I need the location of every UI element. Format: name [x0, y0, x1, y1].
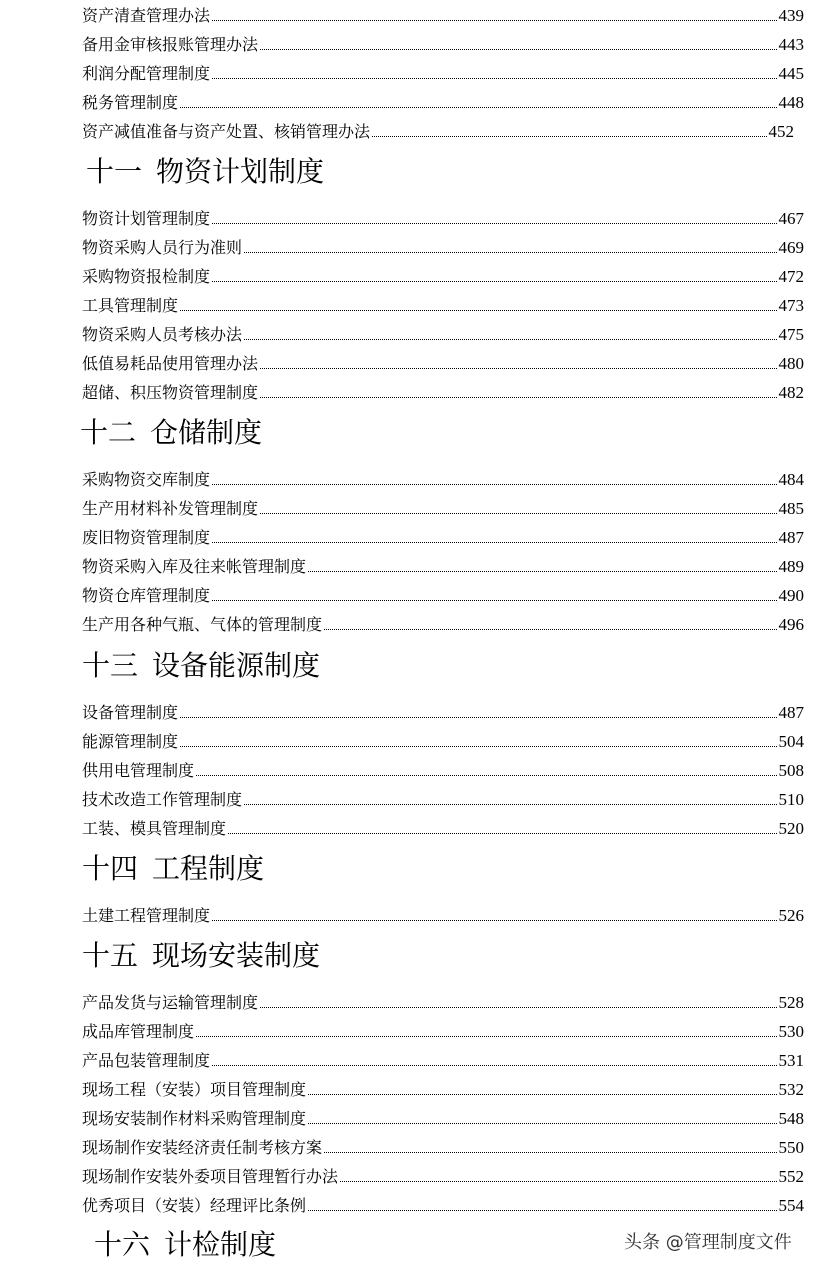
toc-entry-page: 548 [778, 1109, 804, 1128]
toc-entry-title: 物资采购人员考核办法 [82, 325, 243, 344]
toc-entry[interactable] [82, 31, 804, 55]
dot-leader [196, 1035, 776, 1037]
dot-leader [228, 832, 776, 834]
toc-entry-title: 土建工程管理制度 [82, 906, 211, 925]
section-title: 物资计划制度 [156, 155, 325, 188]
toc-entry[interactable] [82, 989, 804, 1013]
toc-entry[interactable] [82, 728, 804, 752]
section-number: 十四 [82, 852, 139, 885]
toc-entry-title: 设备管理制度 [82, 703, 179, 722]
section-title: 计检制度 [164, 1228, 277, 1261]
toc-entry-page: 487 [778, 703, 804, 722]
dot-leader [212, 77, 776, 79]
section-number: 十六 [94, 1228, 151, 1261]
dot-leader [212, 483, 776, 485]
toc-entry-page: 531 [778, 1051, 804, 1070]
toc-entry-page: 485 [778, 499, 804, 518]
toc-entry-title: 物资计划管理制度 [82, 209, 211, 228]
toc-entry[interactable] [82, 815, 804, 839]
toc-entry-title: 采购物资报检制度 [82, 267, 211, 286]
toc-entry-title: 资产清查管理办法 [82, 6, 211, 25]
toc-entry-title: 超储、积压物资管理制度 [82, 383, 259, 402]
dot-leader [244, 803, 776, 805]
toc-entry-page: 552 [778, 1167, 804, 1186]
toc-entry-title: 利润分配管理制度 [82, 64, 211, 83]
toc-entry[interactable] [82, 1047, 804, 1071]
toc-entry[interactable] [82, 321, 804, 345]
toc-entry-title: 物资仓库管理制度 [82, 586, 211, 605]
toc-entry-page: 473 [778, 296, 804, 315]
toc-entry-page: 475 [778, 325, 804, 344]
toc-entry[interactable] [82, 1163, 804, 1187]
toc-entry-title: 产品发货与运输管理制度 [82, 993, 259, 1012]
toc-entry[interactable] [82, 495, 804, 519]
dot-leader [260, 396, 776, 398]
toc-entry-title: 技术改造工作管理制度 [82, 790, 243, 809]
toc-entry-page: 489 [778, 557, 804, 576]
section-title: 现场安装制度 [152, 939, 321, 972]
toc-entry-title: 税务管理制度 [82, 93, 179, 112]
toc-entry-title: 能源管理制度 [82, 732, 179, 751]
toc-entry-title: 采购物资交库制度 [82, 470, 211, 489]
toc-entry-title: 物资采购入库及往来帐管理制度 [82, 557, 307, 576]
section-heading [80, 415, 262, 451]
section-heading [82, 938, 320, 974]
toc-entry-title: 生产用材料补发管理制度 [82, 499, 259, 518]
toc-entry[interactable] [82, 1105, 804, 1129]
dot-leader [260, 367, 776, 369]
toc-entry[interactable] [82, 757, 804, 781]
toc-entry-page: 487 [778, 528, 804, 547]
toc-entry[interactable] [82, 118, 794, 142]
toc-entry-title: 备用金审核报账管理办法 [82, 35, 259, 54]
toc-entry-page: 480 [778, 354, 804, 373]
toc-entry-page: 554 [778, 1196, 804, 1215]
toc-entry-page: 443 [778, 35, 804, 54]
toc-entry-page: 528 [778, 993, 804, 1012]
toc-entry-title: 现场安装制作材料采购管理制度 [82, 1109, 307, 1128]
section-title: 工程制度 [152, 852, 265, 885]
toc-entry-page: 550 [778, 1138, 804, 1157]
toc-entry[interactable] [82, 699, 804, 723]
dot-leader [260, 512, 776, 514]
dot-leader [308, 1122, 776, 1124]
toc-entry-title: 低值易耗品使用管理办法 [82, 354, 259, 373]
toc-entry-page: 510 [778, 790, 804, 809]
watermark: 头条 @管理制度文件 [624, 1232, 792, 1253]
toc-entry[interactable] [82, 1134, 804, 1158]
toc-entry-title: 现场制作安装外委项目管理暂行办法 [82, 1167, 339, 1186]
toc-entry-title: 工具管理制度 [82, 296, 179, 315]
toc-entry-title: 生产用各种气瓶、气体的管理制度 [82, 615, 323, 634]
toc-entry-title: 产品包装管理制度 [82, 1051, 211, 1070]
toc-entry-page: 469 [778, 238, 804, 257]
toc-entry[interactable] [82, 205, 804, 229]
dot-leader [212, 541, 776, 543]
toc-entry-title: 现场制作安装经济责任制考核方案 [82, 1138, 323, 1157]
toc-entry-title: 物资采购人员行为准则 [82, 238, 243, 257]
toc-entry-page: 526 [778, 906, 804, 925]
toc-entry[interactable] [82, 2, 804, 26]
dot-leader [260, 48, 776, 50]
toc-entry-page: 484 [778, 470, 804, 489]
toc-entry-title: 优秀项目（安装）经理评比条例 [82, 1196, 307, 1215]
toc-entry[interactable] [82, 1076, 804, 1100]
toc-entry[interactable] [82, 292, 804, 316]
toc-entry-page: 496 [778, 615, 804, 634]
dot-leader [212, 19, 776, 21]
dot-leader [212, 222, 776, 224]
toc-entry-page: 448 [778, 93, 804, 112]
section-heading [82, 648, 320, 684]
toc-entry[interactable] [82, 902, 804, 926]
dot-leader [180, 309, 776, 311]
toc-entry-page: 530 [778, 1022, 804, 1041]
toc-entry-page: 532 [778, 1080, 804, 1099]
dot-leader [180, 745, 776, 747]
toc-entry-title: 供用电管理制度 [82, 761, 195, 780]
toc-entry-page: 520 [778, 819, 804, 838]
section-heading [86, 154, 324, 190]
dot-leader [324, 1151, 776, 1153]
toc-entry-page: 452 [768, 122, 794, 141]
toc-entry-page: 508 [778, 761, 804, 780]
toc-entry-title: 废旧物资管理制度 [82, 528, 211, 547]
section-heading [94, 1227, 276, 1263]
toc-entry[interactable] [82, 466, 804, 490]
dot-leader [340, 1180, 776, 1182]
dot-leader [260, 1006, 776, 1008]
dot-leader [324, 628, 776, 630]
toc-entry[interactable] [82, 582, 804, 606]
dot-leader [180, 106, 776, 108]
toc-entry-title: 资产减值准备与资产处置、核销管理办法 [82, 122, 371, 141]
toc-entry[interactable] [82, 60, 804, 84]
toc-entry-title: 成品库管理制度 [82, 1022, 195, 1041]
toc-entry-page: 504 [778, 732, 804, 751]
toc-entry[interactable] [82, 1192, 804, 1216]
dot-leader [308, 570, 776, 572]
section-title: 设备能源制度 [152, 649, 321, 682]
toc-entry-title: 现场工程（安装）项目管理制度 [82, 1080, 307, 1099]
toc-entry[interactable] [82, 89, 804, 113]
section-heading [82, 851, 264, 887]
dot-leader [212, 1064, 776, 1066]
toc-entry-page: 472 [778, 267, 804, 286]
toc-entry[interactable] [82, 611, 804, 635]
toc-entry[interactable] [82, 234, 804, 258]
toc-entry[interactable] [82, 263, 804, 287]
dot-leader [196, 774, 776, 776]
dot-leader [308, 1209, 776, 1211]
toc-entry[interactable] [82, 524, 804, 548]
toc-entry-page: 482 [778, 383, 804, 402]
dot-leader [212, 599, 776, 601]
toc-entry[interactable] [82, 786, 804, 810]
dot-leader [244, 338, 776, 340]
toc-entry-page: 445 [778, 64, 804, 83]
dot-leader [308, 1093, 776, 1095]
dot-leader [212, 280, 776, 282]
toc-entry[interactable] [82, 350, 804, 374]
toc-entry-page: 467 [778, 209, 804, 228]
toc-entry[interactable] [82, 1018, 804, 1042]
toc-entry[interactable] [82, 553, 804, 577]
dot-leader [212, 919, 776, 921]
section-number: 十二 [80, 416, 137, 449]
dot-leader [244, 251, 776, 253]
section-title: 仓储制度 [150, 416, 263, 449]
section-number: 十一 [86, 155, 143, 188]
toc-entry-page: 439 [778, 6, 804, 25]
toc-entry-title: 工装、模具管理制度 [82, 819, 227, 838]
section-number: 十三 [82, 649, 139, 682]
toc-entry-page: 490 [778, 586, 804, 605]
dot-leader [372, 135, 766, 137]
section-number: 十五 [82, 939, 139, 972]
toc-entry[interactable] [82, 379, 804, 403]
dot-leader [180, 716, 776, 718]
